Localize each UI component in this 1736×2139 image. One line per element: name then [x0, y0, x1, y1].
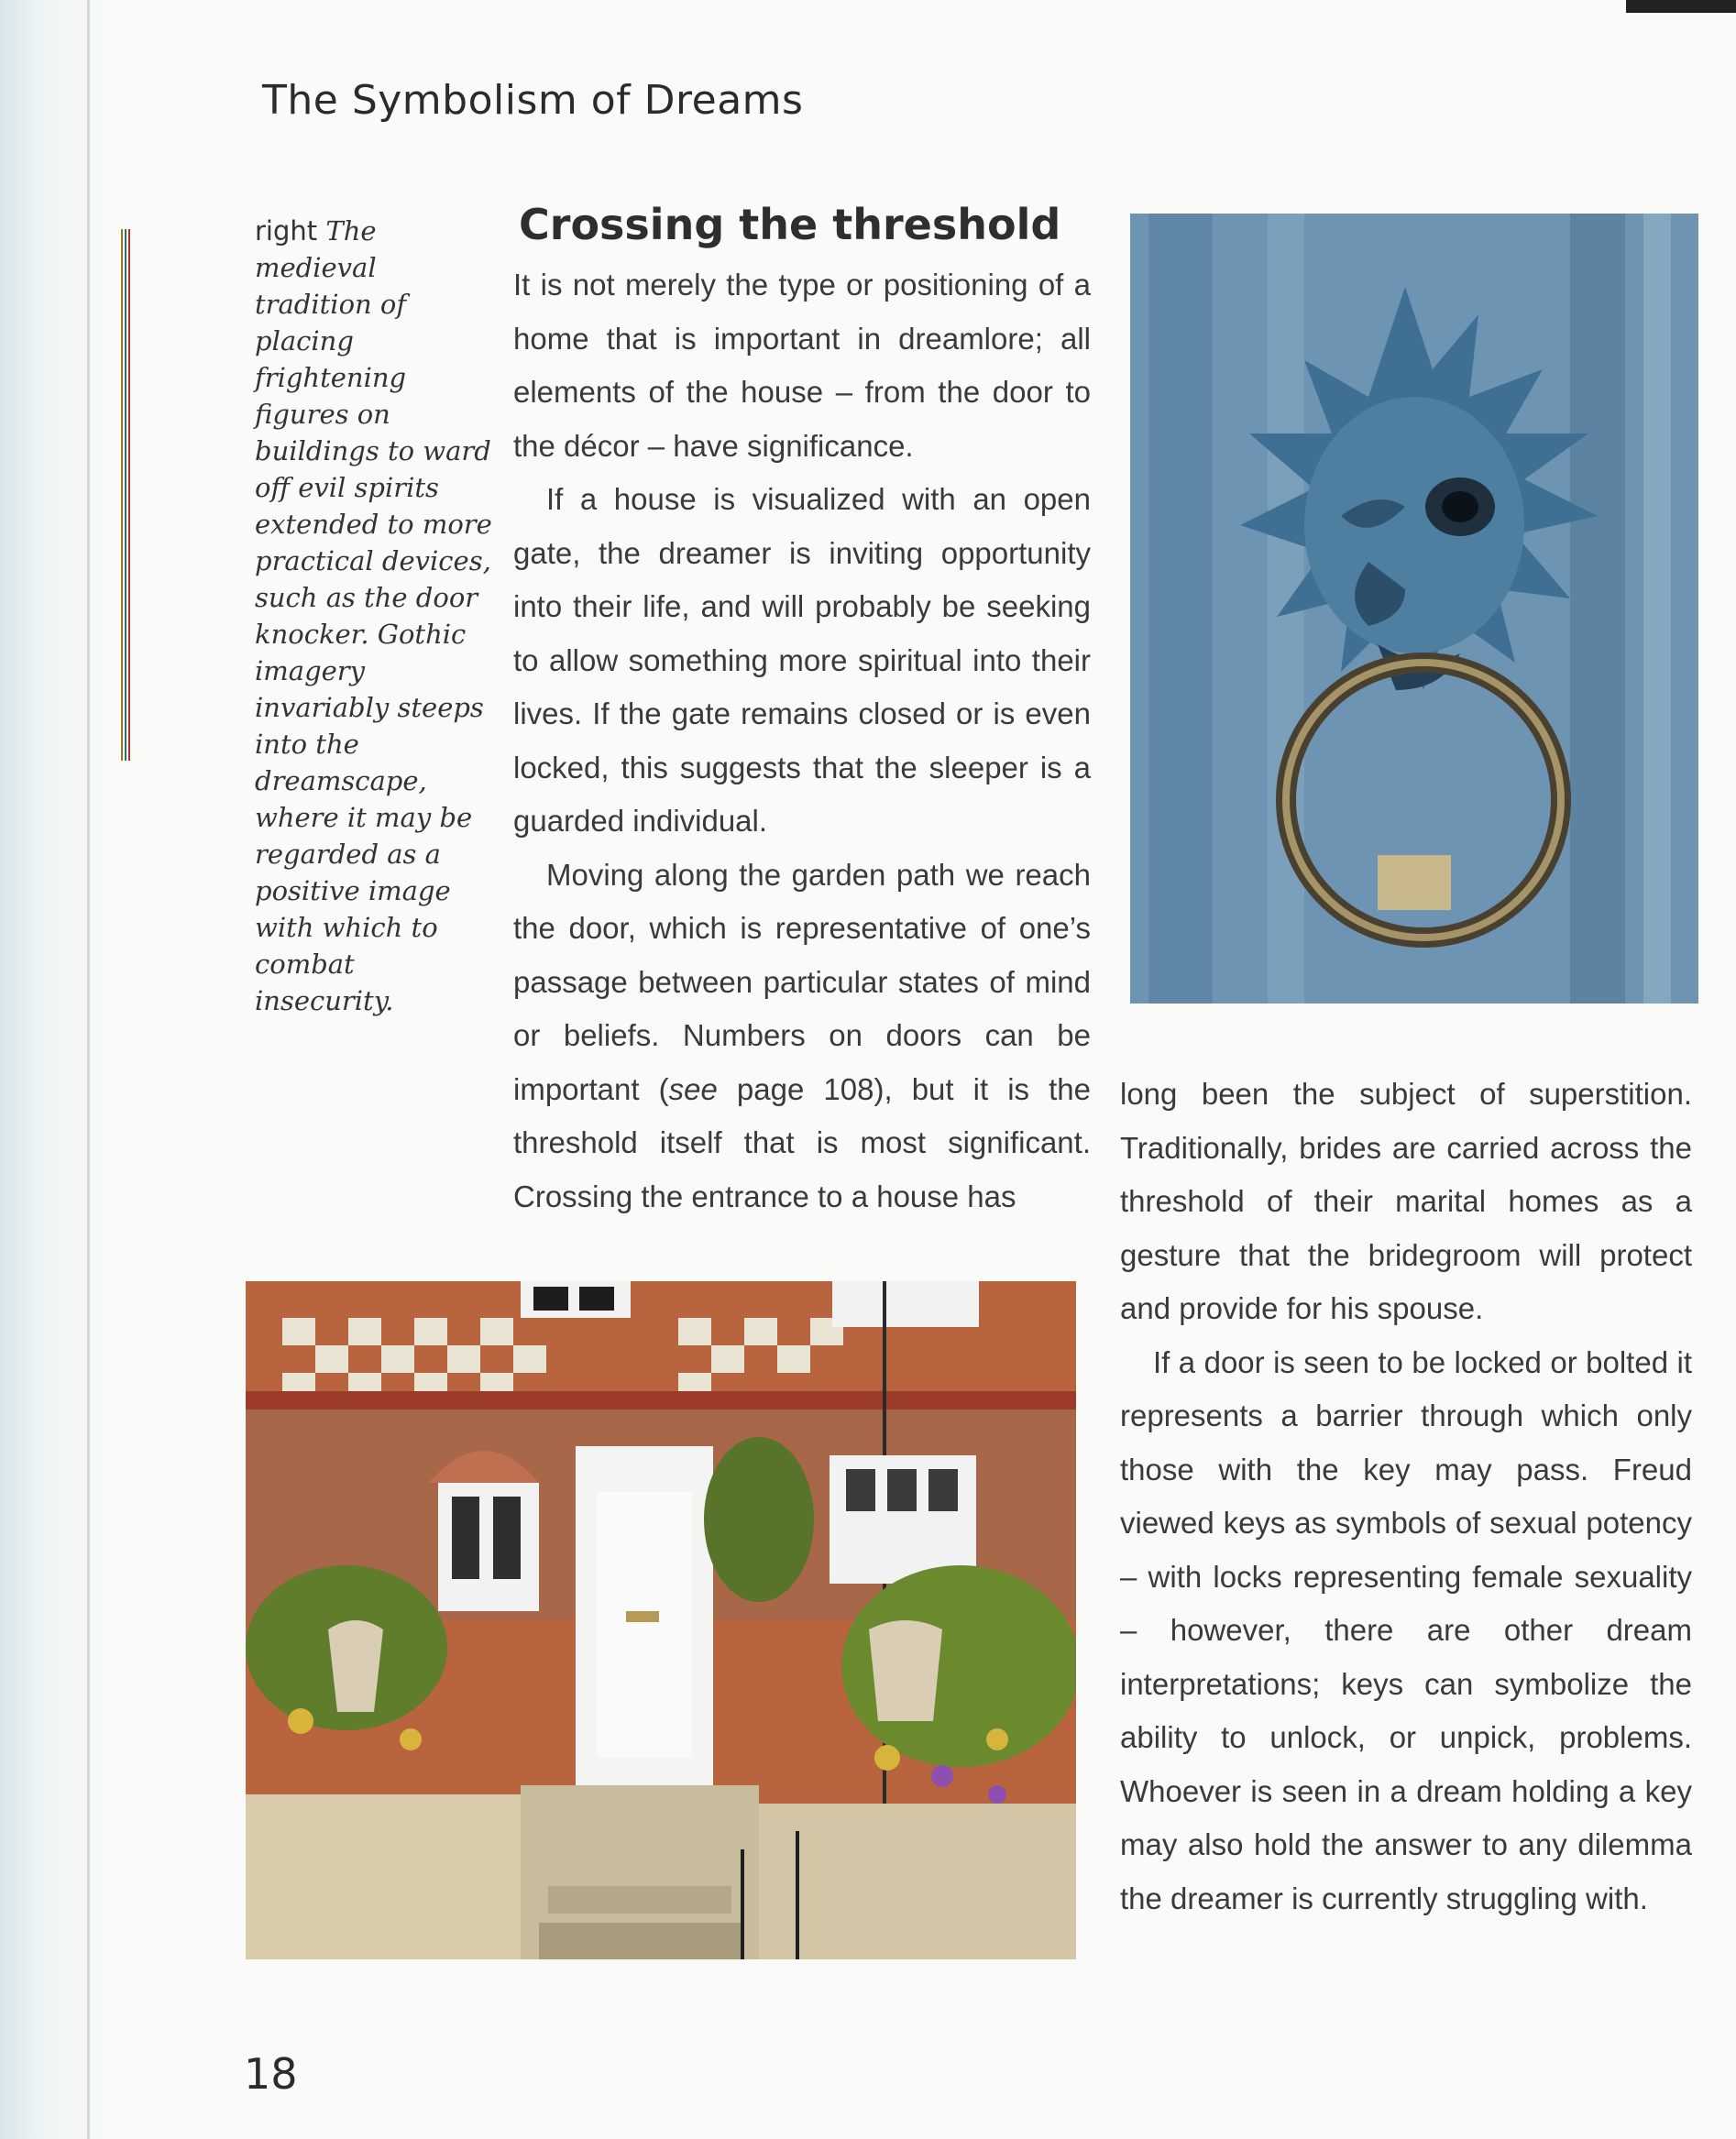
- house-entrance-photo: [246, 1281, 1076, 1959]
- paragraph-text: Moving along the garden path we reach the door, which is representative of one’s passage between particular states of mind or beliefs. Numbers on doors can be important (: [513, 857, 1091, 1106]
- paragraph: If a house is visualized with an open gate, the dreamer is inviting opportunity into their life, and will probably be seeking to allow something more spiritual into their lives. If the gate remains closed or is even locked, this suggests that the sleeper is a guarded individual.: [513, 482, 1091, 838]
- door-knocker-illustration: [1130, 214, 1698, 1004]
- running-head: The Symbolism of Dreams: [262, 77, 804, 124]
- text-column-2: [1120, 1068, 1692, 1925]
- paragraph-text: page 108), but it is the threshold itself that is most significant. Crossing the entrance to a house has: [513, 1071, 1091, 1213]
- paragraph: It is not merely the type or positioning of a home that is important in dreamlore; all elements of the house – from the door to the décor – have significance.: [513, 268, 1091, 463]
- margin-color-strips: [121, 229, 134, 761]
- text-column-1: [513, 258, 1091, 1223]
- page-gutter-shadow: [0, 0, 101, 2139]
- page-gutter-edge: [87, 0, 90, 2139]
- page-number: 18: [244, 2049, 298, 2099]
- paragraph: [513, 849, 1091, 1224]
- article-title: Crossing the threshold: [519, 200, 1061, 249]
- image-caption: [255, 213, 493, 1019]
- caption-position-cue: right: [255, 215, 318, 247]
- scan-corner-mark: [1626, 0, 1736, 13]
- paragraph: long been the subject of superstition. Traditionally, brides are carried across the threshold of their marital homes as a gesture that the bridegroom will protect and provide for his spouse.: [1120, 1077, 1692, 1325]
- see-reference: see: [668, 1071, 718, 1106]
- house-entrance-illustration: [246, 1281, 1076, 1959]
- caption-text: The medieval tradition of placing frightening figures on buildings to ward off evil spirits extended to more practical devices, such as the door knocker. Gothic imagery invariably steeps into the dreamscape, where it may be regarded as a positive image with which to combat insecurity.: [255, 215, 492, 1016]
- paragraph: If a door is seen to be locked or bolted it represents a barrier through which only those with the key may pass. Freud viewed keys as symbols of sexual potency – with locks representing female sexuality – however, there are other dream interpretations; keys can symbolize the ability to unlock, or unpick, problems. Whoever is seen in a dream holding a key may also hold the answer to any dilemma the dreamer is currently struggling with.: [1120, 1344, 1692, 1915]
- door-knocker-photo: [1130, 214, 1698, 1004]
